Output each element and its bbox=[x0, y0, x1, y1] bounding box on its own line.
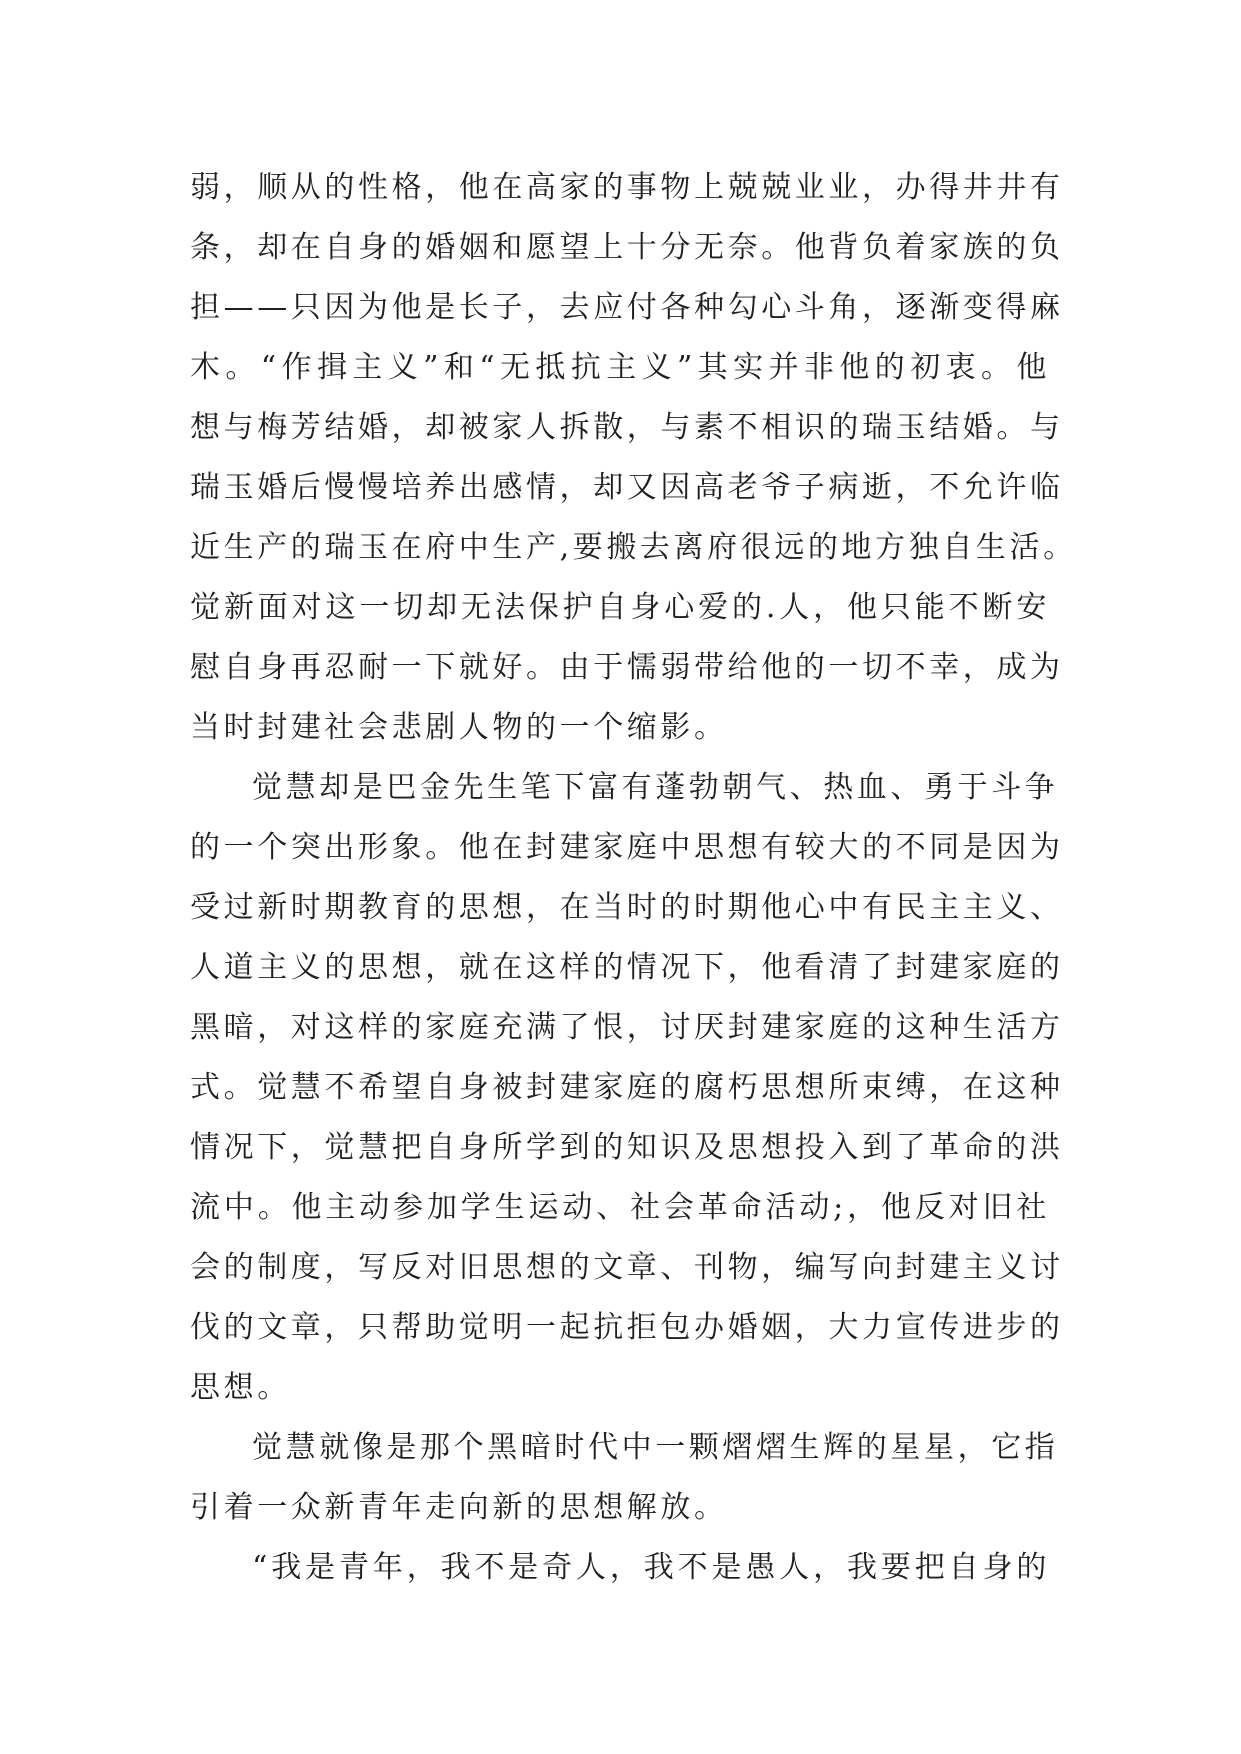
text-line: 当时封建社会悲剧人物的一个缩影。 bbox=[190, 710, 728, 745]
text-line: 觉新面对这一切却无法保护自身心爱的.人，他只能不断安 bbox=[190, 590, 1050, 625]
text-line: 引着一众新青年走向新的思想解放。 bbox=[190, 1490, 728, 1525]
text-line: 瑞玉婚后慢慢培养出感情，却又因高老爷子病逝，不允许临 bbox=[190, 470, 1064, 505]
text-line: 情况下，觉慧把自身所学到的知识及思想投入到了革命的洪 bbox=[190, 1130, 1064, 1165]
paragraph-3 bbox=[190, 1418, 1059, 1538]
text-line: 慰自身再忍耐一下就好。由于懦弱带给他的一切不幸，成为 bbox=[190, 650, 1064, 685]
text-line: 受过新时期教育的思想，在当时的时期他心中有民主主义、 bbox=[190, 890, 1064, 925]
text-line: 黑暗，对这样的家庭充满了恨，讨厌封建家庭的这种生活方 bbox=[190, 1010, 1064, 1045]
text-line: 弱，顺从的性格，他在高家的事物上兢兢业业，办得井井有 bbox=[190, 170, 1064, 205]
text-line: 条，却在自身的婚姻和愿望上十分无奈。他背负着家族的负 bbox=[190, 230, 1064, 265]
text-line: 人道主义的思想，就在这样的情况下，他看清了封建家庭的 bbox=[190, 950, 1064, 985]
text-line: 的一个突出形象。他在封建家庭中思想有较大的不同是因为 bbox=[190, 830, 1064, 865]
paragraph-2 bbox=[190, 758, 1064, 1418]
text-line: “我是青年，我不是奇人，我不是愚人，我要把自身的 bbox=[252, 1550, 1050, 1585]
text-line: 近生产的瑞玉在府中生产,要搬去离府很远的地方独自生活。 bbox=[190, 530, 1077, 565]
paragraph-4 bbox=[190, 1538, 1050, 1598]
text-line: 会的制度，写反对旧思想的文章、刊物，编写向封建主义讨 bbox=[190, 1250, 1064, 1285]
document-body bbox=[190, 158, 1077, 1598]
text-line: 木。“作揖主义”和“无抵抗主义”其实并非他的初衷。他 bbox=[190, 350, 1050, 385]
text-line: 觉慧就像是那个黑暗时代中一颗熠熠生辉的星星，它指 bbox=[252, 1430, 1059, 1465]
text-line: 担——只因为他是长子，去应付各种勾心斗角，逐渐变得麻 bbox=[190, 290, 1064, 325]
text-line: 想与梅芳结婚，却被家人拆散，与素不相识的瑞玉结婚。与 bbox=[190, 410, 1064, 445]
text-line: 流中。他主动参加学生运动、社会革命活动;，他反对旧社 bbox=[190, 1190, 1050, 1225]
paragraph-1 bbox=[190, 158, 1077, 758]
text-line: 伐的文章，只帮助觉明一起抗拒包办婚姻，大力宣传进步的 bbox=[190, 1310, 1064, 1345]
text-line: 式。觉慧不希望自身被封建家庭的腐朽思想所束缚，在这种 bbox=[190, 1070, 1064, 1105]
text-line: 觉慧却是巴金先生笔下富有蓬勃朝气、热血、勇于斗争 bbox=[252, 770, 1059, 805]
text-line: 思想。 bbox=[190, 1370, 291, 1405]
